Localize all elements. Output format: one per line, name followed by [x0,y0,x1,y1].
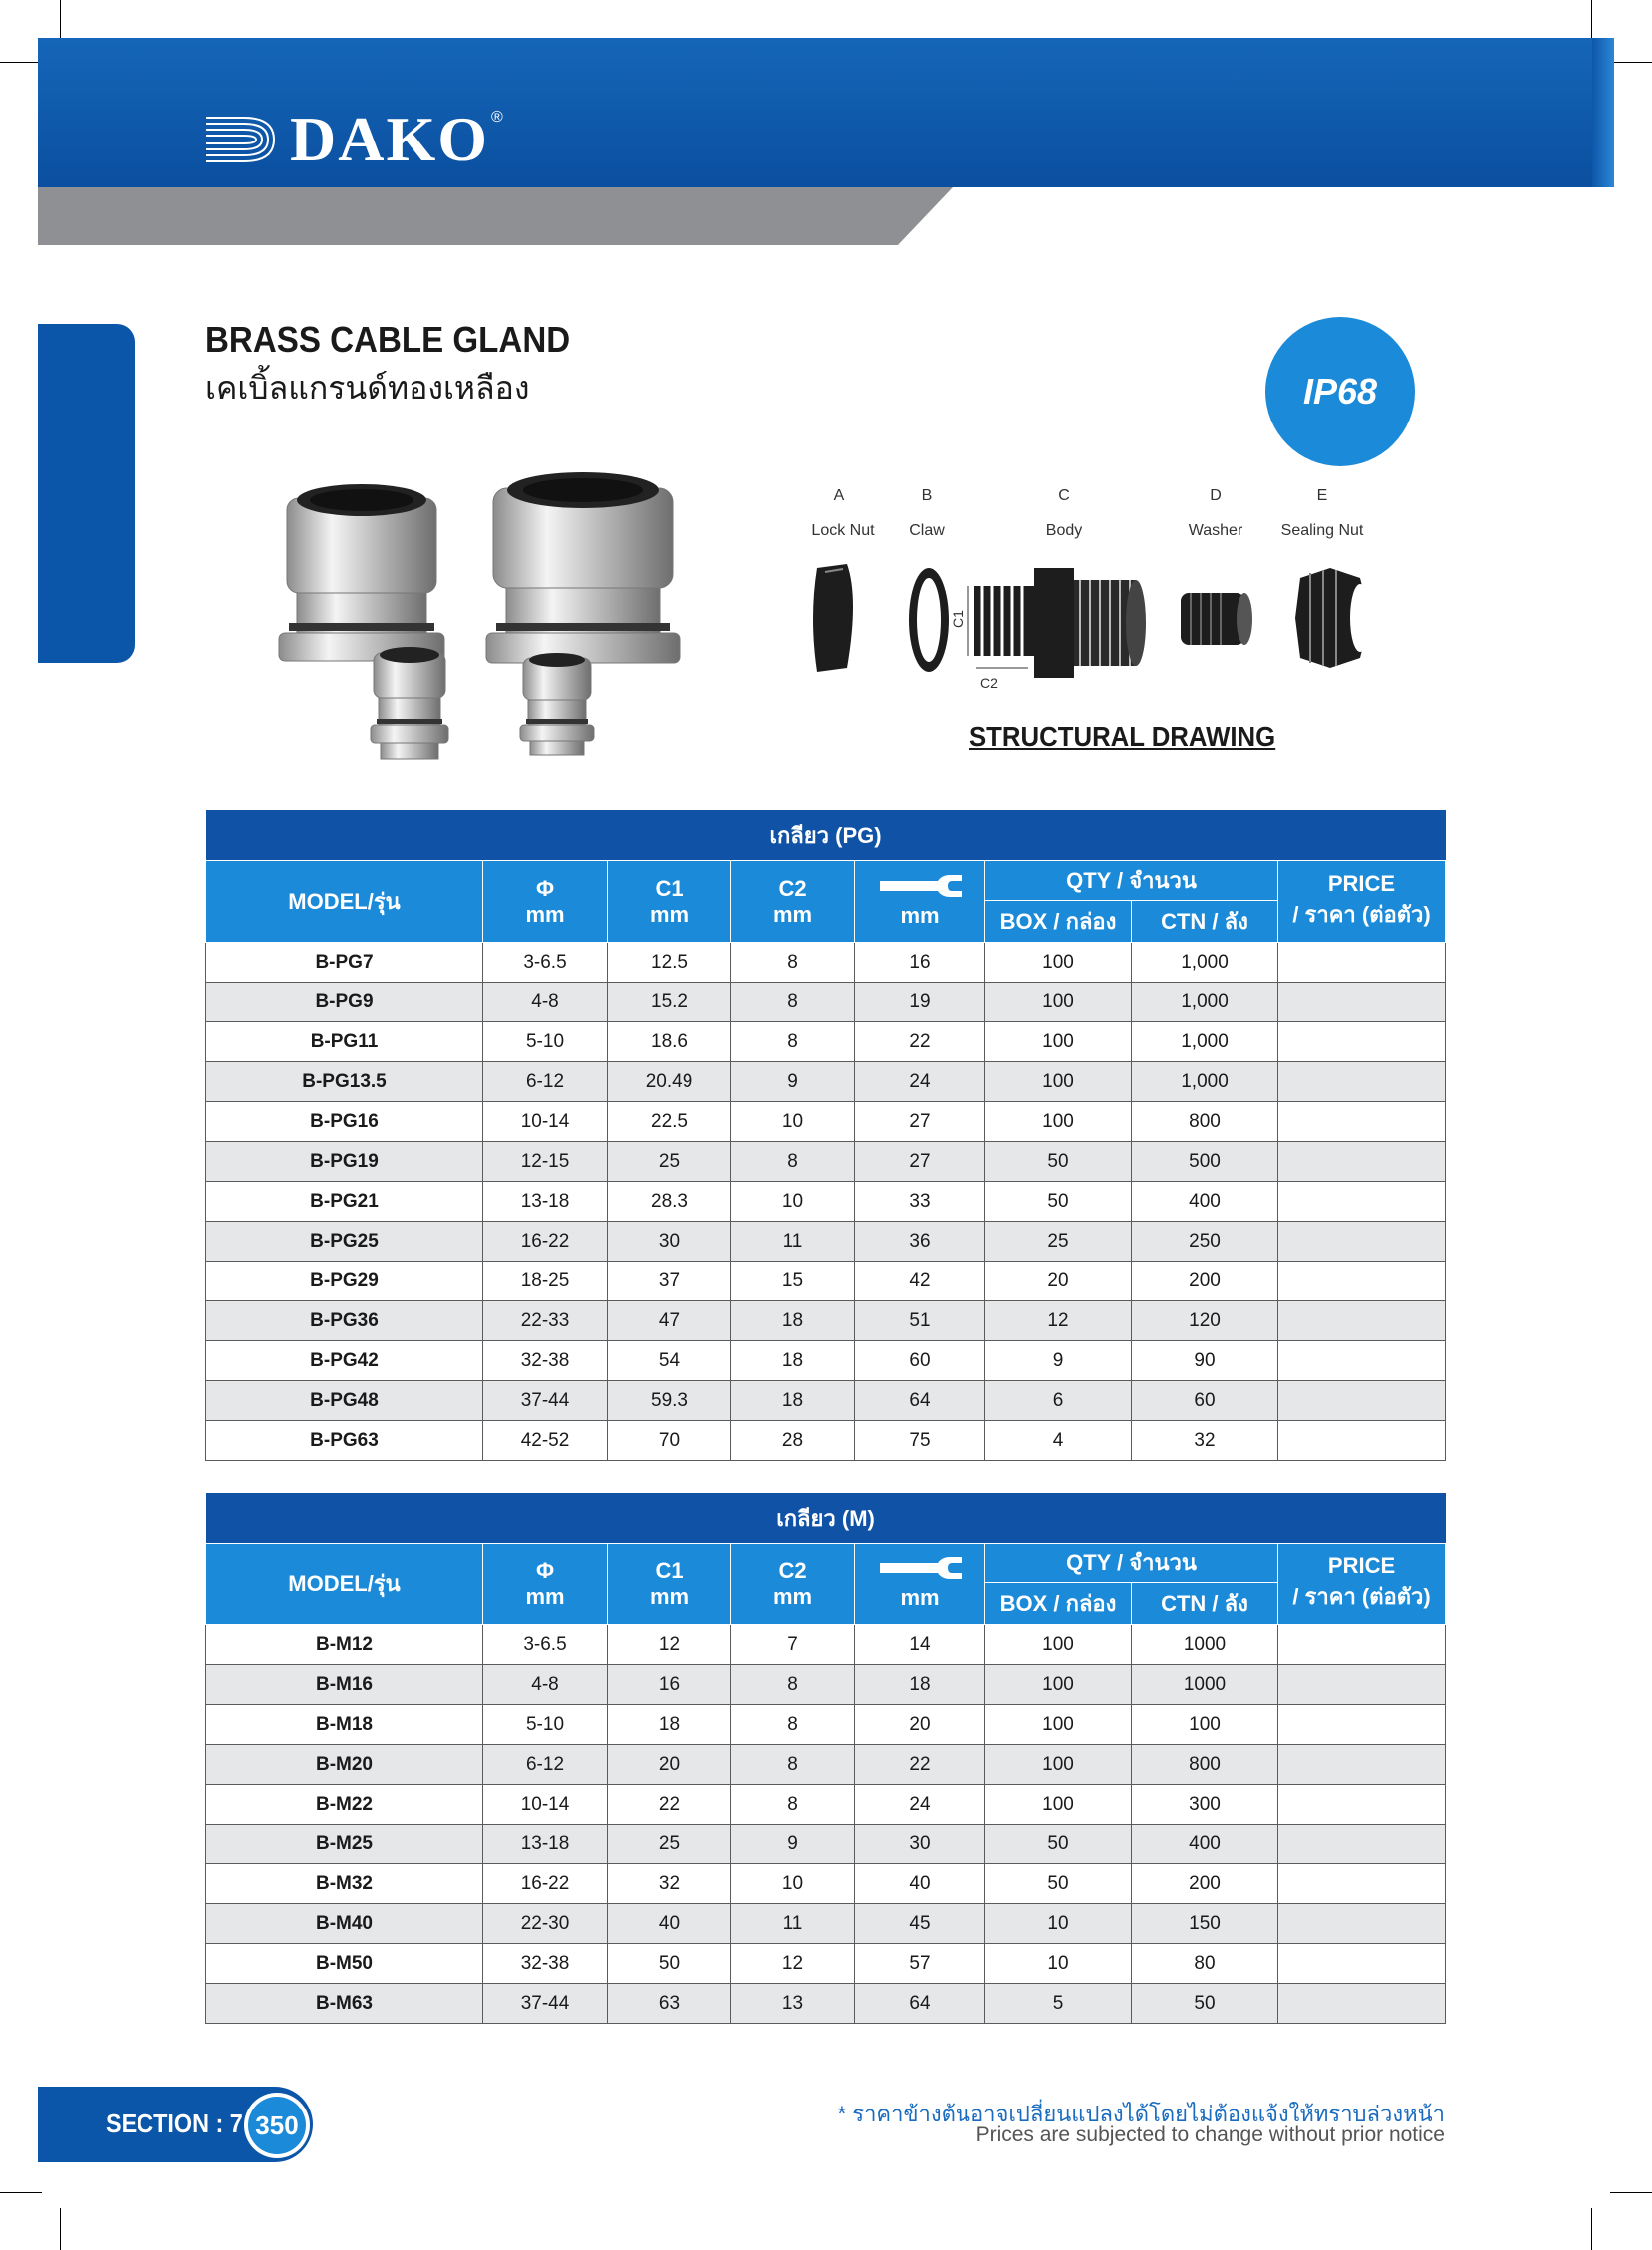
header-ctn: CTN / ลัง [1132,1583,1278,1625]
crop-mark [0,2192,42,2193]
cell-diameter: 18-25 [483,1262,608,1301]
cell-price [1278,1904,1446,1944]
header-unit: mm [900,1584,940,1610]
cell-qty-ctn: 800 [1132,1745,1278,1785]
table-row [206,1262,1446,1301]
cell-qty-box: 4 [985,1421,1132,1461]
header-c1 [608,861,731,943]
cell-wrench-size: 40 [855,1864,985,1904]
cell-qty-ctn: 1000 [1132,1625,1278,1665]
cell-model: B-PG42 [206,1341,483,1381]
cell-diameter: 4-8 [483,1665,608,1705]
m-section-header: เกลียว (M) [206,1493,1446,1544]
cell-qty-box: 100 [985,983,1132,1022]
cell-c2: 15 [731,1262,855,1301]
cell-wrench-size: 51 [855,1301,985,1341]
header-price-label: PRICE [1327,871,1396,896]
cell-diameter: 5-10 [483,1022,608,1062]
logo-lines-icon [204,112,284,167]
cell-price [1278,1944,1446,1984]
cell-qty-box: 100 [985,1785,1132,1825]
cell-wrench-size: 45 [855,1904,985,1944]
cell-price [1278,1745,1446,1785]
header-c2 [731,1544,855,1625]
header-wrench [855,1544,985,1625]
cell-model: B-PG63 [206,1421,483,1461]
cell-qty-ctn: 1000 [1132,1665,1278,1705]
cell-diameter: 3-6.5 [483,943,608,983]
cell-wrench-size: 60 [855,1341,985,1381]
header-price-thai: / ราคา (ต่อตัว) [1292,902,1431,927]
cell-wrench-size: 64 [855,1381,985,1421]
cell-c2: 18 [731,1381,855,1421]
cell-diameter: 10-14 [483,1785,608,1825]
cell-price [1278,1705,1446,1745]
cell-c2: 8 [731,943,855,983]
cell-price [1278,1301,1446,1341]
cell-price [1278,1825,1446,1864]
cell-qty-ctn: 60 [1132,1381,1278,1421]
cell-qty-ctn: 1,000 [1132,1022,1278,1062]
cell-qty-ctn: 300 [1132,1785,1278,1825]
dim-c1: C1 [950,610,965,628]
cell-qty-box: 20 [985,1262,1132,1301]
table-row [206,1864,1446,1904]
cell-wrench-size: 57 [855,1944,985,1984]
cell-wrench-size: 33 [855,1182,985,1222]
cell-wrench-size: 42 [855,1262,985,1301]
cell-price [1278,943,1446,983]
table-row [206,1102,1446,1142]
cell-model: B-M18 [206,1705,483,1745]
part-letter-d: D [1210,487,1222,504]
cell-diameter: 32-38 [483,1944,608,1984]
header-price [1278,861,1446,943]
cell-qty-ctn: 50 [1132,1984,1278,2024]
crop-mark [0,62,42,63]
part-letter-a: A [833,487,845,504]
price-note-thai: * ราคาข้างต้นอาจเปลี่ยนแปลงได้โดยไม่ต้องแจ้งให้ทราบล่วงหน้า [837,2102,1445,2126]
header-c2-label: C2 [778,1557,807,1583]
cell-c2: 8 [731,1785,855,1825]
cell-price [1278,1984,1446,2024]
cell-price [1278,1262,1446,1301]
cell-c1: 15.2 [608,983,731,1022]
structural-drawing-title: STRUCTURAL DRAWING [969,721,1276,752]
cell-qty-box: 5 [985,1984,1132,2024]
cell-price [1278,1022,1446,1062]
cell-qty-ctn: 90 [1132,1341,1278,1381]
cell-c2: 18 [731,1341,855,1381]
part-name-lock-nut: Lock Nut [811,522,875,539]
header-unit: mm [649,901,689,927]
cell-c1: 12.5 [608,943,731,983]
cell-qty-box: 100 [985,1745,1132,1785]
header-price-label: PRICE [1327,1553,1396,1578]
header-diameter [483,1544,608,1625]
cell-c2: 28 [731,1421,855,1461]
cell-qty-box: 12 [985,1301,1132,1341]
cell-wrench-size: 24 [855,1785,985,1825]
cell-c2: 11 [731,1222,855,1262]
header-c1-label: C1 [655,1557,684,1583]
cell-qty-box: 100 [985,1062,1132,1102]
cell-price [1278,1102,1446,1142]
table-row [206,1944,1446,1984]
cell-qty-box: 50 [985,1142,1132,1182]
cell-c2: 12 [731,1944,855,1984]
cell-model: B-PG9 [206,983,483,1022]
header-price-thai: / ราคา (ต่อตัว) [1292,1584,1431,1609]
table-row [206,1785,1446,1825]
cell-wrench-size: 27 [855,1102,985,1142]
cell-price [1278,1864,1446,1904]
product-title: BRASS CABLE GLAND [205,319,571,360]
cell-diameter: 12-15 [483,1142,608,1182]
cell-c1: 20 [608,1745,731,1785]
cell-qty-box: 100 [985,1705,1132,1745]
product-photo [269,468,727,777]
header-box: BOX / กล่อง [985,1583,1132,1625]
cell-diameter: 6-12 [483,1745,608,1785]
cell-diameter: 3-6.5 [483,1625,608,1665]
cell-model: B-PG11 [206,1022,483,1062]
header-diameter [483,861,608,943]
crop-mark [1591,2208,1592,2250]
cell-diameter: 16-22 [483,1864,608,1904]
cell-qty-ctn: 200 [1132,1262,1278,1301]
cell-c1: 18.6 [608,1022,731,1062]
cell-wrench-size: 14 [855,1625,985,1665]
cell-qty-box: 100 [985,1625,1132,1665]
cell-qty-ctn: 80 [1132,1944,1278,1984]
crop-mark [60,0,61,42]
header-ctn: CTN / ลัง [1132,901,1278,943]
table-row [206,1745,1446,1785]
cell-c1: 63 [608,1984,731,2024]
cell-diameter: 16-22 [483,1222,608,1262]
cell-price [1278,1381,1446,1421]
body-icon [968,568,1146,678]
cell-wrench-size: 16 [855,943,985,983]
cell-model: B-M40 [206,1904,483,1944]
table-row [206,1904,1446,1944]
cell-qty-ctn: 200 [1132,1864,1278,1904]
part-letter-b: B [921,487,933,504]
table-row [206,1421,1446,1461]
product-title-thai: เคเบิ้ลแกรนด์ทองเหลือง [205,370,530,406]
cell-c1: 18 [608,1705,731,1745]
cell-qty-box: 6 [985,1381,1132,1421]
cell-c1: 25 [608,1825,731,1864]
cell-diameter: 42-52 [483,1421,608,1461]
cell-qty-ctn: 32 [1132,1421,1278,1461]
table-row [206,1825,1446,1864]
cell-model: B-PG16 [206,1102,483,1142]
page-number-badge [244,2093,310,2158]
cell-model: B-PG21 [206,1182,483,1222]
cell-model: B-PG13.5 [206,1062,483,1102]
header-c1 [608,1544,731,1625]
cell-model: B-PG19 [206,1142,483,1182]
cell-qty-ctn: 400 [1132,1825,1278,1864]
cell-c2: 7 [731,1625,855,1665]
table-row [206,1022,1446,1062]
cell-wrench-size: 18 [855,1665,985,1705]
cell-diameter: 5-10 [483,1705,608,1745]
cell-qty-ctn: 150 [1132,1904,1278,1944]
cell-c1: 30 [608,1222,731,1262]
part-letter-e: E [1316,487,1328,504]
brand-registered: ® [491,109,503,126]
header-unit: mm [649,1583,689,1609]
part-name-claw: Claw [909,522,945,539]
table-row [206,1301,1446,1341]
cell-price [1278,1785,1446,1825]
cell-model: B-PG25 [206,1222,483,1262]
cell-c1: 28.3 [608,1182,731,1222]
cell-price [1278,983,1446,1022]
pg-section-header: เกลียว (PG) [206,810,1446,861]
cell-price [1278,1341,1446,1381]
header-price [1278,1544,1446,1625]
cell-model: B-M63 [206,1984,483,2024]
cell-qty-ctn: 1,000 [1132,943,1278,983]
cell-qty-ctn: 500 [1132,1142,1278,1182]
gland-large-right [486,472,680,663]
cell-c1: 54 [608,1341,731,1381]
gland-small-left [371,647,448,759]
cell-c2: 8 [731,1705,855,1745]
cell-qty-ctn: 250 [1132,1222,1278,1262]
header-unit: mm [900,902,940,928]
cell-qty-box: 50 [985,1825,1132,1864]
cell-qty-box: 100 [985,1022,1132,1062]
cell-qty-ctn: 1,000 [1132,983,1278,1022]
cell-diameter: 22-33 [483,1301,608,1341]
cell-c1: 22 [608,1785,731,1825]
cell-model: B-PG29 [206,1262,483,1301]
side-tab [38,324,135,663]
wrench-icon [878,875,962,897]
cell-c2: 10 [731,1182,855,1222]
cell-price [1278,1625,1446,1665]
header-model: MODEL/รุ่น [206,1544,483,1625]
cell-diameter: 10-14 [483,1102,608,1142]
cell-qty-box: 10 [985,1944,1132,1984]
cell-model: B-M25 [206,1825,483,1864]
brand-logo [204,104,503,174]
gland-small-right [520,653,594,755]
cell-diameter: 37-44 [483,1984,608,2024]
cell-c2: 8 [731,1745,855,1785]
cell-c1: 32 [608,1864,731,1904]
cell-diameter: 6-12 [483,1062,608,1102]
cell-wrench-size: 30 [855,1825,985,1864]
section-label: SECTION : 7 [106,2109,243,2138]
cell-c1: 20.49 [608,1062,731,1102]
cell-model: B-M16 [206,1665,483,1705]
cell-price [1278,1182,1446,1222]
cell-model: B-M50 [206,1944,483,1984]
cell-c2: 8 [731,1665,855,1705]
pg-spec-table [205,810,1446,1461]
header-model: MODEL/รุ่น [206,861,483,943]
cell-diameter: 13-18 [483,1182,608,1222]
cell-c1: 70 [608,1421,731,1461]
cell-wrench-size: 24 [855,1062,985,1102]
table-row [206,1625,1446,1665]
cell-c2: 9 [731,1062,855,1102]
cell-qty-ctn: 800 [1132,1102,1278,1142]
header-qty: QTY / จำนวน [985,1544,1278,1583]
header-c2 [731,861,855,943]
part-name-sealing-nut: Sealing Nut [1280,522,1364,539]
cell-qty-ctn: 120 [1132,1301,1278,1341]
header-gray-band [38,187,953,245]
cell-c1: 50 [608,1944,731,1984]
table-row [206,1381,1446,1421]
cell-c1: 16 [608,1665,731,1705]
header-unit: mm [525,1583,565,1609]
table-row [206,1222,1446,1262]
cell-qty-box: 50 [985,1182,1132,1222]
table-row [206,1705,1446,1745]
structural-drawing [797,468,1435,727]
cell-wrench-size: 22 [855,1022,985,1062]
gland-large-left [279,484,444,661]
cell-price [1278,1142,1446,1182]
header-qty: QTY / จำนวน [985,861,1278,901]
part-name-washer: Washer [1188,522,1243,539]
diameter-symbol: Φ [535,875,555,901]
table-row [206,1984,1446,2024]
cell-wrench-size: 64 [855,1984,985,2024]
header-c2-label: C2 [778,875,807,901]
m-spec-table [205,1493,1446,2024]
cell-qty-box: 9 [985,1341,1132,1381]
brand-name: DAKO [290,104,489,174]
wrench-icon [878,1557,962,1579]
header-c1-label: C1 [655,875,684,901]
header-unit: mm [772,1583,813,1609]
crop-mark [1610,2192,1652,2193]
cell-qty-box: 50 [985,1864,1132,1904]
cell-diameter: 4-8 [483,983,608,1022]
cell-c2: 9 [731,1825,855,1864]
header-unit: mm [525,901,565,927]
cell-model: B-PG36 [206,1301,483,1341]
cell-diameter: 22-30 [483,1904,608,1944]
pg-table-body [206,943,1446,1461]
cell-qty-box: 25 [985,1222,1132,1262]
price-note: Prices are subjected to change without prior notice [975,2123,1445,2146]
cell-c2: 8 [731,983,855,1022]
cell-wrench-size: 19 [855,983,985,1022]
cell-price [1278,1421,1446,1461]
cell-diameter: 37-44 [483,1381,608,1421]
cell-c1: 22.5 [608,1102,731,1142]
cell-wrench-size: 20 [855,1705,985,1745]
table-row [206,983,1446,1022]
cell-c2: 10 [731,1102,855,1142]
cell-c1: 59.3 [608,1381,731,1421]
cell-wrench-size: 36 [855,1222,985,1262]
cell-c2: 11 [731,1904,855,1944]
part-name-body: Body [1045,522,1083,539]
m-table-body [206,1625,1446,2024]
cell-model: B-M20 [206,1745,483,1785]
cell-qty-box: 10 [985,1904,1132,1944]
cell-wrench-size: 22 [855,1745,985,1785]
cell-model: B-M12 [206,1625,483,1665]
cell-price [1278,1222,1446,1262]
cell-wrench-size: 27 [855,1142,985,1182]
cell-c1: 37 [608,1262,731,1301]
cell-model: B-M32 [206,1864,483,1904]
cell-qty-box: 100 [985,1102,1132,1142]
sealing-nut-icon [1295,568,1370,668]
crop-mark [1610,62,1652,63]
cell-c2: 8 [731,1022,855,1062]
table-row [206,1142,1446,1182]
cell-qty-box: 100 [985,943,1132,983]
lock-nut-icon [813,564,853,672]
washer-icon [1181,593,1252,645]
header-wrench [855,861,985,943]
crop-mark [1591,0,1592,42]
header-box: BOX / กล่อง [985,901,1132,943]
cell-model: B-M22 [206,1785,483,1825]
cell-price [1278,1062,1446,1102]
cell-c2: 10 [731,1864,855,1904]
table-row [206,943,1446,983]
page-number: 350 [248,2097,306,2154]
part-letter-c: C [1058,487,1070,504]
header-unit: mm [772,901,813,927]
cell-c2: 18 [731,1301,855,1341]
cell-c1: 12 [608,1625,731,1665]
cell-wrench-size: 75 [855,1421,985,1461]
cell-c1: 40 [608,1904,731,1944]
table-row [206,1341,1446,1381]
table-row [206,1062,1446,1102]
table-row [206,1665,1446,1705]
cell-qty-ctn: 1,000 [1132,1062,1278,1102]
cell-c1: 25 [608,1142,731,1182]
claw-icon [909,568,949,672]
cell-price [1278,1665,1446,1705]
cell-qty-box: 100 [985,1665,1132,1705]
table-row [206,1182,1446,1222]
dim-c2: C2 [980,675,998,691]
cell-qty-ctn: 100 [1132,1705,1278,1745]
cell-c2: 13 [731,1984,855,2024]
diameter-symbol: Φ [535,1557,555,1583]
crop-mark [60,2208,61,2250]
ip68-badge: IP68 [1265,317,1415,466]
cell-diameter: 13-18 [483,1825,608,1864]
cell-diameter: 32-38 [483,1341,608,1381]
cell-qty-ctn: 400 [1132,1182,1278,1222]
cell-c1: 47 [608,1301,731,1341]
cell-model: B-PG7 [206,943,483,983]
cell-c2: 8 [731,1142,855,1182]
cell-model: B-PG48 [206,1381,483,1421]
